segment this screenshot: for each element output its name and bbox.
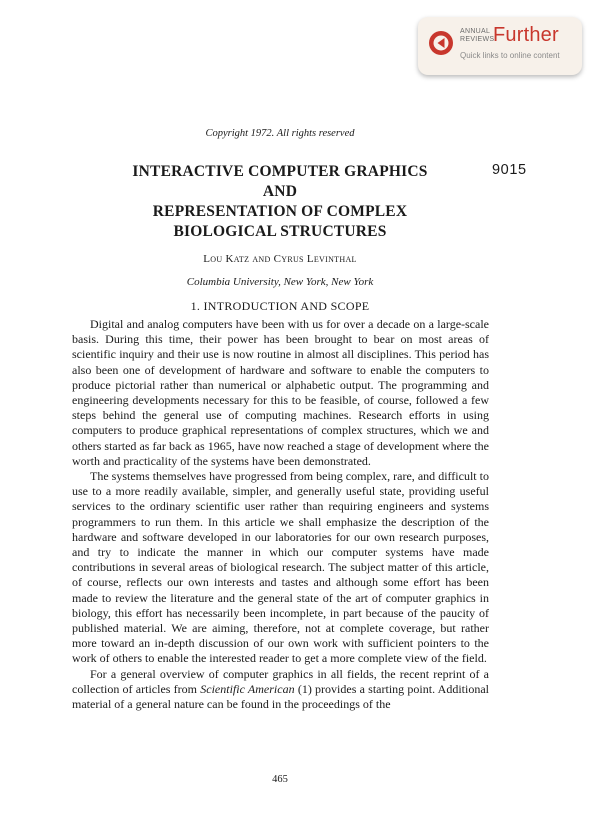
journal-title: Scientific American [200,681,295,696]
section-heading: 1. INTRODUCTION AND SCOPE [190,299,370,313]
article-code: 9015 [492,162,527,178]
article-body [72,317,489,712]
paragraph: Digital and analog computers have been with us for over a decade on a large-scale basis. During this time, their power has been brought to bear on most areas of scientific inquiry and their use is now routine in almost all disciplines. This period has also been one of development of hardware and software to enable the computers to produce pictorial rather than numerical or alphabetic output. The programming and engineering developments necessary for this to be feasible, of course, followed a few steps behind the general use of computing machines. Research efforts in using computers to produce graphical representations of complex structures, which we and others started as far back as 1965, have now reached a stage of development where the worth and practicality of the systems have been demonstrated. [72,317,489,468]
title-line: INTERACTIVE COMPUTER GRAPHICS [132,163,428,180]
article-title [100,162,460,242]
title-line: AND [262,183,298,200]
page-number: 465 [272,774,288,785]
authors: Lou Katz and Cyrus Levinthal [203,253,357,265]
title-line: REPRESENTATION OF COMPLEX [152,203,408,220]
paragraph-text: (1) provides a starting point. Additional material of a general nature can be found in the proceedings of the [72,681,489,712]
quick-links-label: Quick links to online content [460,51,560,60]
paragraph-text: For a general overview of computer graphics in all fields, the recent reprint of a collection of articles from [72,666,489,696]
further-label: Further [493,24,559,46]
paragraph: The systems themselves have progressed from being complex, rare, and difficult to use to a more readily available, simpler, and generally useful state, providing useful services to the ordinary scientific user rather than requiring engineers and systems programmers to run them. In this article we shall emphasize the description of the hardware and software developed in our laboratories for our own research purposes, and try to indicate the manner in which our computer systems have made contributions in several areas of biological research. The subject matter of this article, of course, reflects our own interests and tastes and although some effort has been made to review the literature and the general state of the art of computer graphics in biology, this effort has necessarily been incomplete, in part because of the paucity of published material. We are aiming, therefore, not at complete coverage, but rather more toward an in-depth discussion of our own work with sufficient pointers to the work of others to enable the interested reader to get a more complete view of the field. [72,469,489,666]
paragraph [72,667,489,713]
publisher-label: ANNUAL REVIEWS [460,28,495,43]
title-line: BIOLOGICAL STRUCTURES [173,223,387,240]
further-quick-links-banner[interactable] [418,17,582,75]
annual-reviews-logo-icon [428,30,454,56]
affiliation: Columbia University, New York, New York [186,276,374,288]
copyright-notice: Copyright 1972. All rights reserved [205,128,355,139]
